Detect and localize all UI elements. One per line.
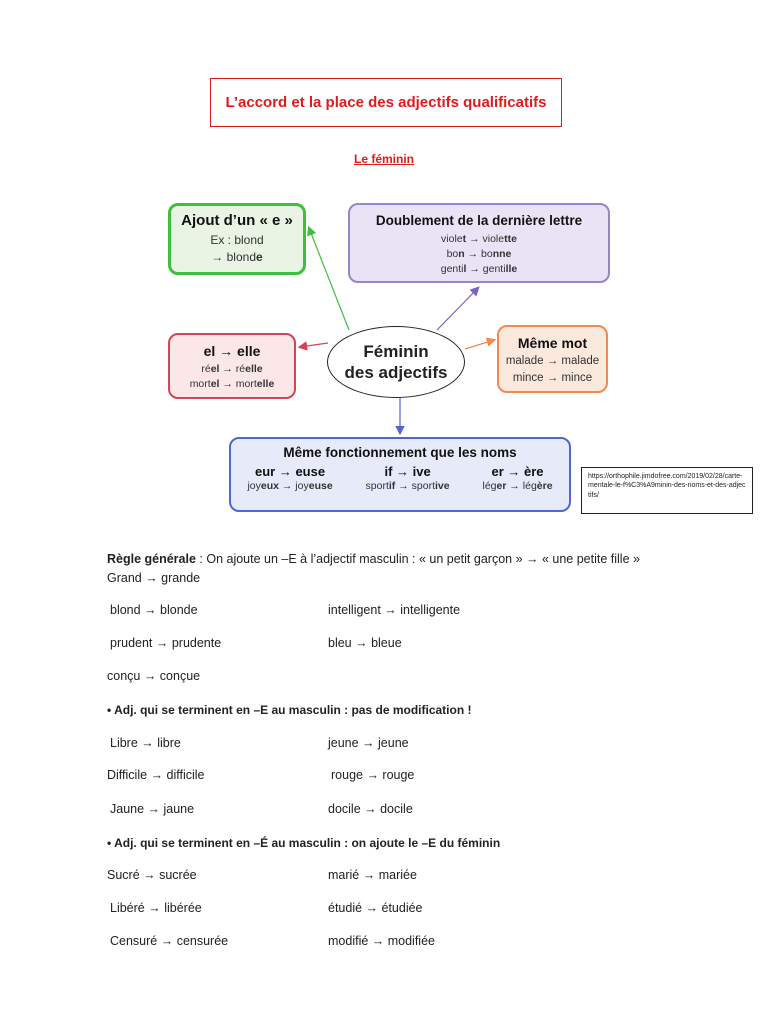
example-item: marié → mariée: [328, 868, 417, 882]
bubble-doubling-heading: Doublement de la dernière lettre: [375, 213, 583, 228]
center-line1: Féminin: [363, 341, 429, 361]
example-item: Difficile → difficile: [107, 768, 205, 782]
example-item: blond → blonde: [110, 603, 198, 617]
bubble-like-nouns-heading: Même fonctionnement que les noms: [283, 445, 517, 460]
example-item: prudent → prudente: [110, 636, 222, 650]
source-url-box: [581, 467, 753, 514]
example-item: Jaune → jaune: [110, 802, 195, 816]
bubble-doubling-row3: gentil → gentille: [440, 263, 518, 276]
general-rule-example: Grand → grande: [107, 571, 201, 585]
like-nouns-col3: er → ère léger → légère: [482, 464, 553, 492]
bubble-doubling-row2: bon → bonne: [446, 248, 512, 261]
bubble-like-nouns: [229, 437, 571, 512]
general-rule-label: Règle générale: [107, 552, 196, 566]
example-item: jeune → jeune: [328, 736, 409, 750]
arrow-to-orange: [465, 340, 494, 349]
bubble-el-elle-row2: mortel → mortelle: [189, 378, 275, 391]
bubble-add-e-line2: → blonde: [211, 250, 263, 265]
section-subtitle: Le féminin: [354, 152, 415, 166]
section2-heading: • Adj. qui se terminent en –E au masculin : pas de modification !: [107, 703, 472, 717]
arrow-to-red: [300, 343, 328, 347]
bubble-add-e-line1: Ex : blond: [210, 233, 264, 247]
example-item: conçu → conçue: [107, 669, 201, 683]
bubble-add-e-heading: Ajout d’un « e »: [181, 212, 293, 229]
like-nouns-col2: if → ive sportif → sportive: [365, 464, 450, 492]
example-item: rouge → rouge: [331, 768, 415, 782]
bubble-same-word-line1: malade → malade: [505, 355, 600, 367]
example-item: intelligent → intelligente: [328, 603, 461, 617]
example-item: Sucré → sucrée: [107, 868, 197, 882]
bubble-add-e: [168, 203, 306, 275]
general-rule-text: : On ajoute un –E à l’adjectif masculin : « un petit garçon » → « une petite fille »: [195, 552, 640, 566]
bubble-el-elle: [168, 333, 296, 399]
bubble-doubling: [348, 203, 610, 283]
source-url: https://orthophile.jimdofree.com/2019/02/28/carte-mentale-le-f%C3%A9minin-des-noms-et-des-adjectifs/: [588, 473, 746, 499]
example-item: modifié → modifiée: [328, 934, 435, 948]
example-item: bleu → bleue: [328, 636, 402, 650]
bubble-el-elle-heading: el → elle: [203, 343, 261, 359]
like-nouns-col1: eur → euse joyeux → joyeuse: [247, 464, 333, 492]
section3-heading: • Adj. qui se terminent en –É au masculin : on ajoute le –E du féminin: [107, 836, 501, 850]
title-text: L’accord et la place des adjectifs qualificatifs: [225, 94, 547, 111]
bubble-same-word-line2: mince → mince: [512, 371, 593, 384]
arrow-to-purple: [437, 288, 478, 330]
general-rule: [107, 552, 640, 566]
center-node: [327, 326, 465, 398]
bubble-el-elle-row1: réel → réelle: [201, 363, 263, 375]
bubble-same-word-heading: Même mot: [517, 335, 588, 351]
bubble-same-word: [497, 325, 608, 393]
arrow-to-green: [309, 228, 349, 330]
example-item: docile → docile: [328, 802, 413, 816]
example-item: Libre → libre: [110, 736, 181, 750]
center-line2: des adjectifs: [344, 363, 448, 382]
example-item: Libéré → libérée: [110, 901, 202, 915]
example-item: étudié → étudiée: [328, 901, 423, 915]
example-item: Censuré → censurée: [110, 934, 229, 948]
bubble-doubling-row1: violet → violette: [441, 233, 517, 245]
